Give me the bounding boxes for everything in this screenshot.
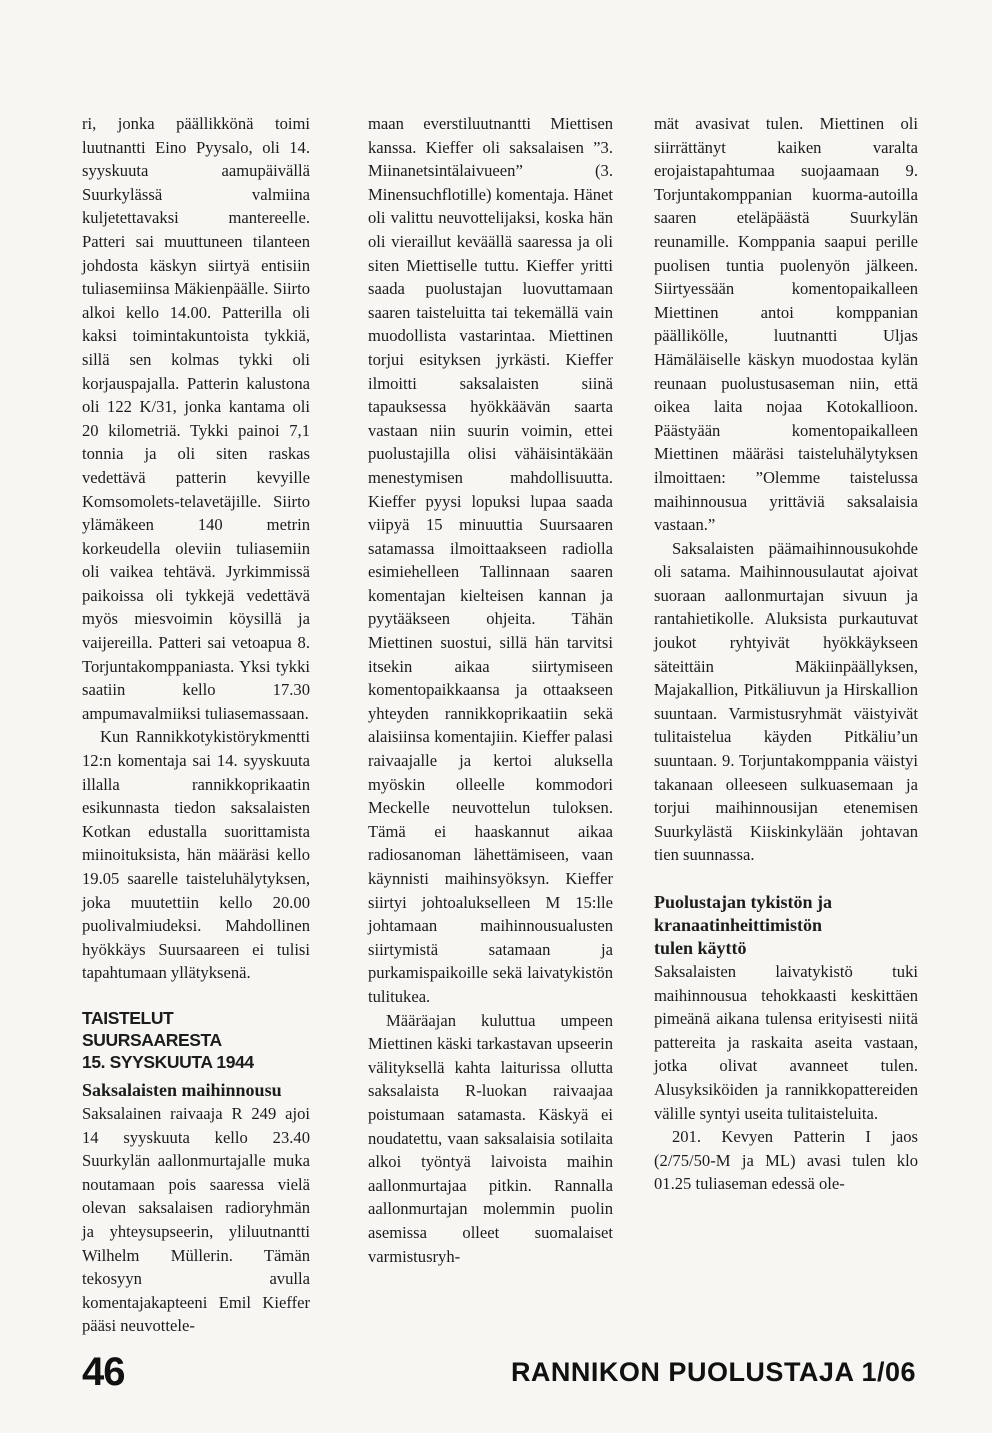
section-heading-line: TAISTELUT SUURSAARESTA: [82, 1007, 222, 1050]
page-number: 46: [82, 1350, 125, 1394]
paragraph: Määräajan kuluttua umpeen Miettinen käski tarkastavan upseerin välityksellä kahta laiturissa ollutta saksalaista R-luokan raivaajaa poistumaan satamasta. Käskyä ei noudatettu, vaan saksalaisia sotilaita alkoi työntyä laivoista maihin aallonmurtajaa pitkin. Rannalla aallonmurtajan molemmin puolin asemissa olleet suomalaiset varmistusryh-: [368, 1010, 613, 1266]
paragraph: Saksalaisten laivatykistö tuki maihinnousua tehokkaasti keskittäen pimeänä aikana tulensa erityisesti niitä pattereita ja raskaita aseita vastaan, jotka olivat avanneet tulen. Alusyksiköiden ja rannikkopattereiden välille syntyi useita tulitaisteluita.: [654, 962, 918, 1123]
paragraph: Kun Rannikkotykistörykmentti 12:n komentaja sai 14. syyskuuta illalla rannikkoprikaatin esikunnasta tiedon saksalaisten Kotkan edustalla suorittamista miinoituksista, hän määräsi kello 19.05 saarelle taisteluhälytyksen, joka muutettiin kello 20.00 puolivalmiudeksi. Mahdollinen hyökkäys Suursaareen ei tulisi tapahtumaan yllätyksenä.: [82, 727, 310, 983]
subheading-line: tulen käyttö: [654, 938, 747, 958]
text-column-2: [368, 112, 613, 1268]
section-heading: [82, 1007, 310, 1073]
subheading-line: kranaatinheittimistön: [654, 915, 823, 935]
subheading: Saksalaisten maihinnousu: [82, 1079, 282, 1100]
paragraph: Saksalainen raivaaja R 249 ajoi 14 syyskuuta kello 23.40 Suurkylän aallonmurtajalle muka noutamaan pois saaressa vielä olevan saksalaisen radioryhmän ja yhteysupseerin, yliluutnantti Wilhelm Müllerin. Tämän tekosyyn avulla komentajakapteeni Emil Kieffer pääsi neuvottele-: [82, 1103, 310, 1336]
paragraph: mät avasivat tulen. Miettinen oli siirrättänyt kaiken varalta erojaistapahtumaa suojaamaan 9. Torjuntakomppanian kuorma-autoilla saaren eteläpäästä Suurkylän reunamille. Komppania saapui perille puolisen tuntia puolenyön jälkeen. Siirtyessään komentopaikalleen Miettinen antoi komppanian päällikölle, luutnantti Uljas Hämäläiselle käskyn muodostaa kylän reunaan puolustusaseman niin, että oikea laita nojaa Kotokallioon. Päästyään komentopaikalleen Miettinen määräsi taisteluhälytyksen ilmoittaen: ”Olemme taistelussa maihinnousua yrittäviä saksalaisia vastaan.”: [654, 114, 918, 535]
section-heading-line: 15. SYYSKUUTA 1944: [82, 1051, 254, 1072]
text-column-3: [654, 112, 918, 1196]
paragraph: 201. Kevyen Patterin I jaos (2/75/50-M ja ML) avasi tulen klo 01.25 tuliaseman edessä ole-: [654, 1127, 918, 1194]
text-column-1: [82, 112, 310, 1338]
magazine-title: RANNIKON PUOLUSTAJA 1/06: [510, 1357, 916, 1387]
subheading: [654, 891, 918, 960]
paragraph: maan everstiluutnantti Miettisen kanssa. Kieffer oli saksalaisen ”3. Miinanetsintälaivueen” (3. Minensuchflotille) komentaja. Hänet oli valittu neuvottelijaksi, koska hän oli vieraillut keväällä saaressa ja oli siten Miettiselle tuttu. Kieffer yritti saada puolustajan luovuttamaan saaren taisteluitta tai tekemällä vain muodollista vastarintaa. Miettinen torjui esityksen jyrkästi. Kieffer ilmoitti saksalaisten siinä tapauksessa hyökkäävän saarta vastaan niin suurin voimin, ettei puolustajilla olisi vähäisintäkään menestymisen mahdollisuutta. Kieffer pyysi lopuksi lupaa saada viipyä 15 minuuttia Suursaaren satamassa ilmoittaakseen radiolla esimiehelleen Tallinnaan saaren komentajan kielteisen kannan ja pyytääkseen ohjeita. Tähän Miettinen suostui, sillä hän tarvitsi itsekin aikaa siirtymiseen komentopaikkaansa ja ottaakseen yhteyden rannikkoprikaatiin sekä alaisiinsa komentajiin. Kieffer palasi raivaajalle ja kertoi aluksella myöskin olleelle kommodori Meckelle neuvottelun tuloksen. Tämä ei haaskannut aikaa radiosanoman lähettämiseen, vaan käynnisti maihinsyöksyn. Kieffer siirtyi johtoalukselleen M 15:lle johtamaan maihinnousualusten siirtymistä satamaan ja purkamispaikoille sekä laivatykistön tulitukea.: [368, 114, 613, 1006]
paragraph: Saksalaisten päämaihinnousukohde oli satama. Maihinnousulautat ajoivat suoraan aallonmurtajan sivuun ja rantahietikolle. Aluksista purkautuvat joukot ryhtyivät hyökkäykseen säteittäin Mäkiinpäällyksen, Majakallion, Pitkäliuvun ja Hirskallion suuntaan. Varmistusryhmät väistyivät tulitaistelua käyden Pitkäliu’un suuntaan. 9. Torjuntakomppania väistyi takanaan olleeseen sulkuasemaan ja torjui maihinnousijan etenemisen Suurkylästä Kiiskinkylään johtavan tien suunnassa.: [654, 538, 918, 865]
subheading-line: Puolustajan tykistön ja: [654, 892, 833, 912]
paragraph: ri, jonka päällikkönä toimi luutnantti Eino Pyysalo, oli 14. syyskuuta aamupäivällä Suurkylässä valmiina kuljetettavaksi mantereelle. Patteri sai muuttuneen tilanteen johdosta käskyn siirtyä entisiin tuliasemiinsa Mäkienpäälle. Siirto alkoi kello 14.00. Patterilla oli kaksi toimintakuntoista tykkiä, sillä sen kolmas tykki oli korjauspajalla. Patterin kalustona oli 122 K/31, jonka kantama oli 20 kilometriä. Tykki painoi 7,1 tonnia ja oli siten raskas vedettävä patterin kevyille Komsomolets-telavetäjille. Siirto ylämäkeen 140 metrin korkeudella oleviin tuliasemiin oli vaikea tehtävä. Jyrkimmissä paikoissa oli tykkejä vedettävä myös miesvoimin köysillä ja vaijereilla. Patteri sai vetoapua 8. Torjuntakomppaniasta. Yksi tykki saatiin kello 17.30 ampumavalmiiksi tuliasemassaan.: [82, 114, 310, 723]
